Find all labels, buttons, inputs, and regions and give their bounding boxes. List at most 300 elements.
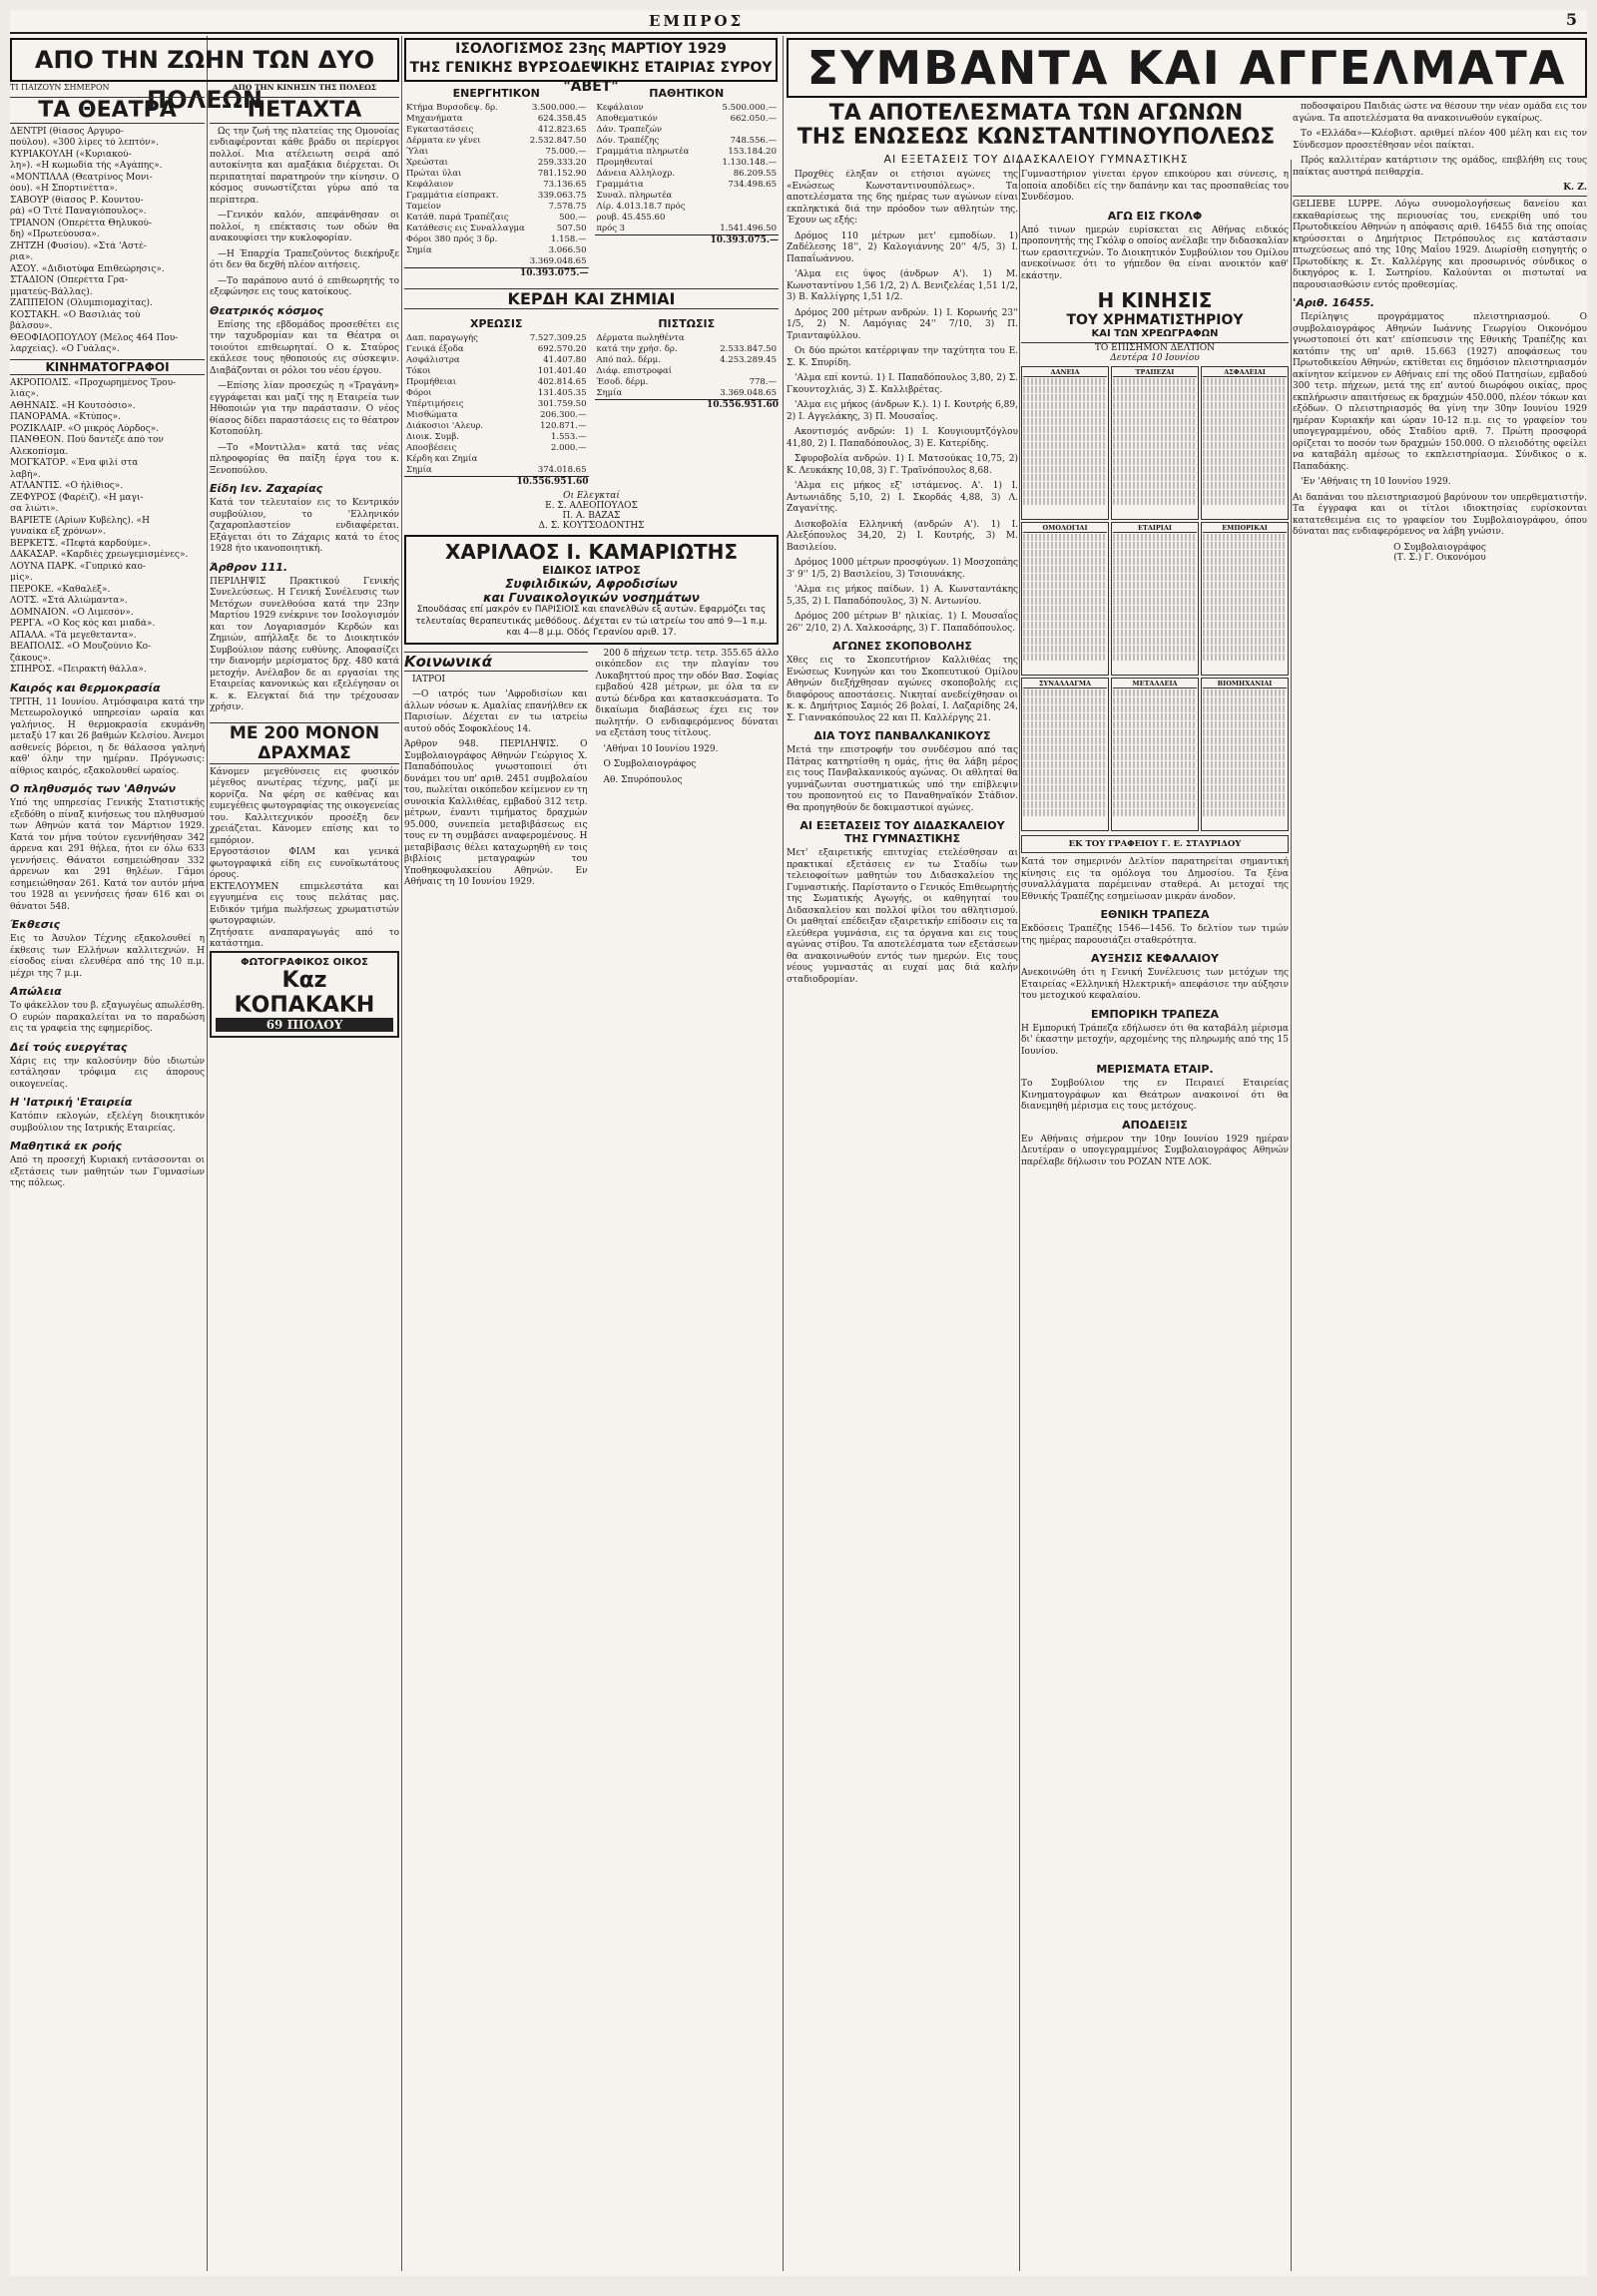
exchange-row-placeholder <box>1023 606 1107 613</box>
theatre-listing: ρια». <box>10 252 34 262</box>
exchange-block <box>1021 366 1109 520</box>
ledger-row <box>404 333 589 344</box>
ledger-label: Φόροι <box>406 388 432 398</box>
cinema-listing: ΜΟΓΚΑΤΟΡ. «Ένα φιλί στα <box>10 458 139 468</box>
theatres-list <box>10 127 205 356</box>
theatre-listing: ρά) «Ο Τιτέ Παναγιόπουλος». <box>10 207 147 217</box>
exchange-row-placeholder <box>1113 630 1197 637</box>
ledger-amount: 507.50 <box>556 224 587 233</box>
exchange-row-placeholder <box>1023 713 1107 720</box>
games-results-text <box>787 170 1018 396</box>
exchange-row-placeholder <box>1113 598 1197 605</box>
ledger-row <box>595 191 780 202</box>
ledger-label: Χρεώσται <box>406 158 448 168</box>
doctor-title: ΕΙΔΙΚΟΣ ΙΑΤΡΟΣ <box>542 564 641 577</box>
auditor-name: Δ. Σ. ΚΟΥΤΣΟΔΟΝΤΗΣ <box>538 521 645 531</box>
ledger-row <box>404 213 589 224</box>
exchange-row-placeholder <box>1203 474 1287 481</box>
ledger-label: Κατάθεσις εις Συναλλαγμα <box>406 224 525 233</box>
exchange-row-placeholder <box>1203 721 1287 728</box>
column-2 <box>210 82 399 2272</box>
exhibition-text: Εις το Άσυλον Τέχνης εξακολουθεί η έκθεσις των Ελλήνων καλλιτεχνών. Η είσοδος είναι ελευθέρα από της 10 π.μ. μέχρι της 7 μ.μ. <box>10 934 205 979</box>
ledger-amount <box>706 366 779 377</box>
population-text: Υπό της υπηρεσίας Γενικής Στατιστικής εξεδόθη ο πίναξ κινήσεως του πληθυσμού των Αθηνών κατά τον Μάρτιον 1929. Κατά τον μήνα τούτον εγεννήθησαν 342 άρρενα και 291 θήλεα, ήτοι εν όλω 633 γεννήσεις. Θάνατοι εσημειώθησαν 332 άρρενων και 291 θηλέων. Γάμοι εσημειώθησαν 261. Κατά τον αυτόν μήνα του 1928 αι γεννήσεις ήσαν 616 και οι θάνατοι 548. <box>10 798 205 912</box>
assets-table <box>404 103 589 267</box>
paragraph: Ακοντισμός ανδρών: 1) Ι. Κουγιουμτζόγλου 41,80, 2) Ι. Παπαδόπουλος, 3) Ε. Κατερίδης. <box>787 427 1018 449</box>
ledger-label: πρός 3 <box>596 224 626 233</box>
cinema-listing: ΑΘΗΝΑΙΣ. «Η Κουτσόσιο». <box>10 400 136 411</box>
exchange-block-title: ΕΤΑΙΡΙΑΙ <box>1113 524 1197 533</box>
golf-text: Από τινων ημερών ευρίσκεται εις Αθήνας ειδικός προπονητής της Γκόλφ ο οποίος ανέλαβε την διδασκαλίαν των ερασιτεχνών. Το Διοικητικόν Συμβούλιον του Ομίλου ανεκοίνωσε ότι το γήπεδον θα είναι ανοικτόν καθ' εκάστην. <box>1021 225 1289 281</box>
paragraph: Προχθές έληξαν οι ετήσιοι αγώνες της «Ενώσεως Κωνσταντινουπόλεως». Τα αποτελέσματα της 6ης ημέρας των αγώνων είναι εκπληκτικά διά την πρόοδον των αθλητών της. Έχουν ως εξής: <box>787 170 1018 226</box>
ledger-row <box>595 180 780 191</box>
theatre-listing: ΖΗΤΖΗ (Φυσίου). «Στά 'Αστέ- <box>10 240 147 251</box>
auditor-name: Π. Α. ΒΑΖΑΣ <box>562 511 621 521</box>
ledger-label: Γενικά έξοδα <box>406 344 464 354</box>
ledger-label: Σημία <box>406 245 432 255</box>
paragraph: Δρόμος 200 μέτρων ανδρών. 1) Ι. Κορωνής 23'' 1/5, 2) Ν. Λαμόγιας 24'' 7/10, 3) Π. Τριανταφύλλου. <box>787 307 1018 341</box>
exchange-row-placeholder <box>1203 737 1287 744</box>
gym-exams-heading: ΑΙ ΕΞΕΤΑΣΕΙΣ ΤΟΥ ΔΙΔΑΣΚΑΛΕΙΟΥ ΤΗΣ ΓΥΜΝΑΣΤΙΚΗΣ <box>799 819 1005 845</box>
exchange-row-placeholder <box>1113 753 1197 760</box>
cinema-listing: ΣΠΗΡΟΣ. «Πειρακτή θάλλα». <box>10 665 147 675</box>
ledger-label: Ασφάλιστρα <box>406 355 460 365</box>
exchange-row-placeholder <box>1113 386 1197 393</box>
ledger-row <box>595 355 780 366</box>
social-heading: Κοινωνικά <box>404 652 588 672</box>
debits-side <box>404 312 589 487</box>
theatre-listing: δη) «Πρωτεύουσα». <box>10 230 100 239</box>
ledger-row <box>404 454 589 465</box>
ledger-label: Δάνεια Αλληλοχρ. <box>596 169 676 179</box>
theatre-listing: ΑΣΟΥ. «Διδιοτύφα Επιθεώρησις». <box>10 263 165 274</box>
ledger-row <box>404 377 589 388</box>
exchange-row-placeholder <box>1113 705 1197 712</box>
exchange-row-placeholder <box>1023 697 1107 704</box>
ledger-row <box>404 399 589 410</box>
ledger-label: Εγκαταστάσεις <box>406 125 474 135</box>
exchange-row-placeholder <box>1203 490 1287 497</box>
lost-heading: Απώλεια <box>10 985 62 998</box>
exchange-row-placeholder <box>1203 534 1287 541</box>
football-text <box>1293 102 1587 179</box>
ledger-label: Αποσβέσεις <box>406 443 457 453</box>
exchange-block-title: ΒΙΟΜΗΧΑΝΙΑΙ <box>1203 680 1287 689</box>
paragraph: Σφυροβολία ανδρών. 1) Ι. Ματσούκας 10,75, 2) Κ. Λευκάκης 10,08, 3) Γ. Τραϊνόπουλος 8,68. <box>787 454 1018 476</box>
paragraph: —Επίσης λίαν προσεχώς η «Τραγάνη» εγγράφεται και μαζί της η Εταιρεία των Ηθοποιών για την παράστασιν. Ο νέος θίασος δίδει παραστάσεις εις το θέατρον Κοτοπούλη. <box>210 381 399 437</box>
ledger-label: Τόκοι <box>406 366 431 376</box>
today-label: ΤΙ ΠΑΙΖΟΥΝ ΣΗΜΕΡΟΝ <box>10 83 110 92</box>
exchange-block-title: ΟΜΟΛΟΓΙΑΙ <box>1023 524 1107 533</box>
exchange-row-placeholder <box>1023 474 1107 481</box>
exchange-row-placeholder <box>1023 646 1107 653</box>
exchange-block-title: ΑΣΦΑΛΕΙΑΙ <box>1203 368 1287 377</box>
ledger-amount: 301.759.50 <box>537 399 587 409</box>
exchange-row-placeholder <box>1023 394 1107 401</box>
exchange-row-placeholder <box>1203 410 1287 417</box>
theatre-listing: όου). «Η Σπορτινέττα». <box>10 184 118 194</box>
exchange-row-placeholder <box>1203 582 1287 589</box>
exchange-row-placeholder <box>1023 745 1107 752</box>
shooting-heading: ΑΓΩΝΕΣ ΣΚΟΠΟΒΟΛΗΣ <box>832 640 972 653</box>
ledger-row <box>404 103 589 114</box>
page-number: 5 <box>1565 10 1577 29</box>
exchange-row-placeholder <box>1203 542 1287 549</box>
doctor-ad <box>404 535 779 645</box>
exchange-row-placeholder <box>1203 801 1287 808</box>
ledger-label: Ύλαι <box>406 147 429 157</box>
exchange-row-placeholder <box>1203 729 1287 736</box>
paragraph: 'Εν 'Αθήναις τη 10 Ιουνίου 1929. <box>1301 477 1451 487</box>
auditors-heading: Οι Ελεγκταί <box>563 491 620 501</box>
exchange-row-placeholder <box>1023 426 1107 433</box>
theatre-listing: βάλσου». <box>10 321 53 331</box>
exchange-row-placeholder <box>1113 638 1197 645</box>
exchange-row-placeholder <box>1113 458 1197 465</box>
masthead-name: ΕΜΠΡΟΣ <box>649 12 745 30</box>
exchange-row-placeholder <box>1023 777 1107 784</box>
exchange-row-placeholder <box>1113 378 1197 385</box>
exchange-row-placeholder <box>1023 466 1107 473</box>
photo-ad-text: Κάνομεν μεγεθύνσεις εις φυσικόν μέγεθος ανωτέρας τέχνης, μαζί με κορνίζα. Να φέρη σε καθένας και ευμεγέθεις φωτογραφίας της οικογενείας του. Καλλιτεχνικόν προσέξη δεν χρειάζεται. Κάνομεν επίσης και το εμπόριον. <box>210 766 399 846</box>
debits-heading: ΧΡΕΩΣΙΣ <box>469 317 523 330</box>
cinema-listing: ΡΕΡΓΑ. «Ο Κος κός και μιαδά». <box>10 619 156 629</box>
exchange-row-placeholder <box>1203 566 1287 573</box>
ledger-row <box>595 213 780 224</box>
exchange-row-placeholder <box>1203 550 1287 557</box>
exchange-row-placeholder <box>1023 418 1107 425</box>
exchange-title: Η ΚΙΝΗΣΙΣ <box>1097 288 1213 312</box>
games-results-text-2 <box>787 400 1018 635</box>
cinema-listing: ΔΑΚΑΣΑΡ. «Καρδιές χρεωγεμισμένες». <box>10 550 189 560</box>
photo-ad-heading: ΜΕ 200 ΜΟΝΟΝ ΔΡΑΧΜΑΣ <box>210 722 399 764</box>
weather-text: ΤΡΙΤΗ, 11 Ιουνίου. Ατμόσφαιρα κατά την Μετεωρολογικό υπηρεσίαν ωραία και γαλήνιος. Η θερμοκρασία εκυμάνθη μεταξύ 17 και 26 βαθμών Κελσίου. Άνεμοι ασθενείς βόρειοι, η δε θάλασσα γαληνή καθ' όλην την ημέραν. Πρόγνωσις: αίθριος καιρός, εξακολουθεί ωραίος. <box>10 696 205 776</box>
credits-side <box>595 312 780 487</box>
ledger-row <box>595 388 780 399</box>
theatre-listing: λαρχείας). «Ο Γυάλας». <box>10 344 120 354</box>
column-1 <box>10 82 205 2272</box>
ledger-amount: 131.405.35 <box>537 388 587 398</box>
exchange-row-placeholder <box>1023 482 1107 489</box>
exchange-row-placeholder <box>1113 534 1197 541</box>
sports-head <box>787 102 1286 166</box>
medical-society-heading: Η 'Ιατρική 'Εταιρεία <box>10 1096 133 1109</box>
ledger-row <box>404 410 589 421</box>
ledger-row <box>404 443 589 454</box>
exchange-row-placeholder <box>1023 582 1107 589</box>
ledger-label: Διάκοσιοι 'Αλευρ. <box>406 421 484 431</box>
golf-heading: ΑΓΩ ΕΙΣ ΓΚΟΛΦ <box>1107 209 1203 223</box>
exchange-row-placeholder <box>1023 801 1107 808</box>
exchange-row-placeholder <box>1023 542 1107 549</box>
ledger-amount: 41.407.80 <box>543 355 587 365</box>
social-left <box>404 649 588 889</box>
exchange-row-placeholder <box>1023 458 1107 465</box>
photo-ad-films: Εργοστάσιον ΦΙΛΜ και γενικά φωτογραφικά είδη εις ευνοϊκωτάτους όρους. <box>210 847 399 880</box>
assets-total: 10.393.075.— <box>404 267 589 278</box>
theatre-listing: μματεύς-Βάλλας). <box>10 286 93 297</box>
panbalkan-heading: ΔΙΑ ΤΟΥΣ ΠΑΝΒΑΛΚΑΝΙΚΟΥΣ <box>813 729 991 742</box>
photo-ad-execute: ΕΚΤΕΛΟΥΜΕΝ επιμελεστάτα και εγγυημένα εις τους πελάτας μας. Ειδικόν τμήμα πωλήσεως χρωματιστών φωτογραφιών. <box>210 881 399 926</box>
ledger-label: Σημία <box>596 388 623 398</box>
liabilities-total: 10.393.075.— <box>595 234 780 245</box>
theatre-world-text <box>210 320 399 478</box>
sports-title-2: ΤΗΣ ΕΝΩΣΕΩΣ ΚΩΝΣΤΑΝΤΙΝΟΥΠΟΛΕΩΣ <box>797 125 1276 150</box>
exchange-row-placeholder <box>1023 622 1107 629</box>
sports-title-1: ΤΑ ΑΠΟΤΕΛΕΣΜΑΤΑ ΤΩΝ ΑΓΩΝΩΝ <box>828 101 1244 126</box>
exchange-row-placeholder <box>1023 793 1107 800</box>
exchange-row-placeholder <box>1203 458 1287 465</box>
ledger-label: Προμηθευταί <box>596 158 654 168</box>
ledger-amount: 1.541.496.50 <box>720 224 777 233</box>
cinema-listing: γυναίκα εξ χρόνων». <box>10 527 106 537</box>
ledger-row <box>404 125 589 136</box>
doctor-specialty: Συφιλιδικών, Αφροδισίων <box>505 577 678 591</box>
article-111-text: ΠΕΡΙΛΗΨΙΣ Πρακτικού Γενικής Συνελεύσεως. Η Γενική Συνέλευσις των Μετόχων συνελθούσα κατά την 23ην Μαρτίου 1929 ενέκρινε τον Ισολογισμόν και τον Λογαριασμόν Κερδών και Ζημιών, απήλλαξε δε το Διοικητικόν Συμβούλιον πάσης ευθύνης. Αποφασίζει την διανομήν μερίσματος δρχ. 480 κατά μετοχήν. Ανέλαβον δε αι εργασίαι της Εταιρείας κανονικώς και εξελέγησαν οι κ. κ. Ελεγκταί διά την τρέχουσαν χρήσιν. <box>210 576 399 712</box>
exchange-row-placeholder <box>1023 654 1107 661</box>
exchange-row-placeholder <box>1203 689 1287 696</box>
exchange-row-placeholder <box>1113 490 1197 497</box>
paragraph: 'Αλμα εις μήκος (άνδρων Κ.). 1) Ι. Κουτρής 6,89, 2) Ι. Αγγελάκης, 3) Π. Μουσαΐος. <box>787 400 1018 422</box>
ledger-label: Μισθώματα <box>406 410 458 420</box>
exchange-row-placeholder <box>1113 761 1197 768</box>
exchange-row-placeholder <box>1113 498 1197 505</box>
cinema-listing: λαβή». <box>10 469 41 480</box>
cinema-listing: ΖΕΦΥΡΟΣ (Φαρέιζ). «Η μαγι- <box>10 492 144 503</box>
ledger-amount: 7.578.75 <box>548 202 587 212</box>
exchange-row-placeholder <box>1113 466 1197 473</box>
ledger-label: Κέρδη και Ζημία <box>406 454 478 464</box>
divider <box>1293 196 1587 197</box>
ledger-amount: 500.— <box>559 213 587 223</box>
exhibition-heading: Έκθεσις <box>10 918 61 931</box>
liabilities-table <box>595 103 780 234</box>
exchange-row-placeholder <box>1023 769 1107 776</box>
credits-total: 10.556.951.60 <box>595 399 780 410</box>
exchange-row-placeholder <box>1203 386 1287 393</box>
exchange-row-placeholder <box>1113 434 1197 441</box>
capital-increase-heading: ΑΥΞΗΣΙΣ ΚΕΦΑΛΑΙΟΥ <box>1091 952 1219 965</box>
social-right <box>596 649 780 889</box>
exchange-row-placeholder <box>1113 713 1197 720</box>
exchange-row-placeholder <box>1113 721 1197 728</box>
ledger-row <box>404 388 589 399</box>
national-bank-text: Εκδόσεις Τραπέζης 1546—1456. Το δελτίον των τιμών της ημέρας παρουσιάζει σταθερότητα. <box>1021 924 1289 946</box>
liabilities-heading: ΠΑΘΗΤΙΚΟΝ <box>649 87 725 100</box>
ledger-row <box>404 256 589 267</box>
balance-sheet <box>404 82 779 278</box>
paragraph: 'Αλμα εις ύψος (άνδρων Α'). 1) Μ. Κωνσταντίνου 1,56 1/2, 2) Λ. Βενιζελέας 1,51 1/2, 3) Β. Καλλίγρης 1,51 1/2. <box>787 269 1018 302</box>
petachta-text <box>210 127 399 299</box>
exchange-block-title: ΣΥΝΑΛΛΑΓΜΑ <box>1023 680 1107 689</box>
exchange-row-placeholder <box>1203 630 1287 637</box>
exchange-row-placeholder <box>1113 777 1197 784</box>
sugar-text: Κατά τον τελευταίον εις το Κεντρικόν συμβούλιον, το 'Ελληνικόν ζαχαροπλαστείον ενδιαφέρεται. Εξάγεται ότι το Ζάχαρις κατά το έτος 1928 ήτο ικανοποιητική. <box>210 498 399 554</box>
theatre-listing: ΔΕΝΤΡΙ (θίασος Αργυρο- <box>10 126 124 137</box>
exchange-text: Κατά τον σημερινόν Δελτίον παρατηρείται σημαντική κίνησις εις τα ομόλογα του Δημοσίου. Τα ξένα συναλλάγματα παρέμειναν σταθερά. Αι μετοχαί της Εθνικής Τραπέζης εσημείωσαν μικράν άνοδον. <box>1021 857 1289 902</box>
ledger-amount: 662.050.— <box>730 114 777 124</box>
profit-loss-heading: ΚΕΡΔΗ ΚΑΙ ΖΗΜΙΑΙ <box>404 288 779 309</box>
dividends-text: Το Συμβούλιον της εν Πειραιεί Εταιρείας Κινηματογράφων και Θεάτρων ανακοινοί ότι θα διανεμηθή μέρισμα εις τους μετόχους. <box>1021 1079 1289 1112</box>
exchange-row-placeholder <box>1023 490 1107 497</box>
ledger-amount: 153.184.20 <box>728 147 777 157</box>
ledger-row <box>404 191 589 202</box>
ledger-amount: 3.369.048.65 <box>529 256 587 266</box>
banner-events-announcements: ΣΥΜΒΑΝΤΑ ΚΑΙ ΑΓΓΕΛΜΑΤΑ <box>787 38 1587 98</box>
ledger-label: Γραμμάτια <box>596 180 644 190</box>
paragraph: —Το παράπονο αυτό ό επιθεωρητής το εξεφώνησε εις τους κατοίκους. <box>210 275 399 297</box>
exchange-row-placeholder <box>1023 550 1107 557</box>
cinema-listing: ΒΕΑΠΟΛΙΣ. «Ο Μουζούνιο Κο- <box>10 642 152 652</box>
gym-text: Γυμναστήριον γίνεται έργον επικούρου και σύνεσις, η οποία αποδίδει είς την δαπάνην και τας προσπαθείας του Συνδέσμου. <box>1021 170 1289 203</box>
ledger-amount: 412.823.65 <box>537 125 587 135</box>
column-rule <box>401 36 402 2271</box>
ledger-amount: 1.553.— <box>550 432 587 442</box>
exchange-row-placeholder <box>1113 729 1197 736</box>
ledger-amount: 2.000.— <box>550 443 587 453</box>
dividends-heading: ΜΕΡΙΣΜΑΤΑ ΕΤΑΙΡ. <box>1096 1063 1214 1076</box>
paragraph: Ως την ζωή της πλατείας της Ομονοίας ενδιαφέρονται κάθε βράδυ οι περίεργοι πολλοί. Μια ατέλειωτη σειρά από αυτοκίνητα και αμαξάκια διέρχεται. Οι περιπατηταί παρατηρούν την κίνησιν. Ο κόσμος συνωστίζεται γύρω από τα περίπτερα. <box>210 126 399 206</box>
exchange-title-3: ΚΑΙ ΤΩΝ ΧΡΕΩΓΡΑΦΩΝ <box>1091 328 1219 339</box>
paragraph: —Το «Μοντιλλα» κατά τας νέας πληροφορίας θα παίξη έργα του κ. Ξενοπούλου. <box>210 442 399 476</box>
cinema-listing: ΠΕΡΟΚΕ. «Καθαλέξ». <box>10 584 111 595</box>
ledger-row <box>404 147 589 158</box>
ledger-label: Δαπ. παραγωγής <box>406 333 478 343</box>
exchange-row-placeholder <box>1023 558 1107 565</box>
ledger-row <box>404 169 589 180</box>
ledger-label: Κτήμα Βυρσοδεψ. δρ. <box>406 103 498 113</box>
exchange-row-placeholder <box>1203 418 1287 425</box>
ledger-amount: 206.300.— <box>540 410 587 420</box>
masthead <box>10 10 1587 34</box>
exchange-row-placeholder <box>1023 705 1107 712</box>
ledger-row <box>404 136 589 147</box>
ledger-label: Φόροι 380 πρός 3 δρ. <box>406 234 498 244</box>
doctor-specialty-2: και Γυναικολογικών νοσημάτων <box>483 591 700 605</box>
theatre-listing: λη»). «Η κωμωδία τής «Αγάπης». <box>10 161 163 171</box>
social-section <box>404 649 779 889</box>
ledger-row <box>404 224 589 234</box>
notary-signoff: Ο Συμβολαιογράφος <box>1393 542 1486 553</box>
paragraph: —Η Έπαρχία Τραπεζούντος διεκήρυξε ότι δεν θα δεχθή πλέον αιτήσεις. <box>210 248 399 270</box>
ledger-row <box>595 147 780 158</box>
column-rule <box>1019 160 1020 2271</box>
theatre-listing: «ΜΟΝΤΙΛΛΑ (Θεατρίνος Μονι- <box>10 172 153 183</box>
exchange-row-placeholder <box>1203 777 1287 784</box>
receipt-text: Εν Αθήναις σήμερον την 10ην Ιουνίου 1929 ημέραν Δευτέραν ο υπογεγραμμένος Συμβολαιογράφος Αθηνών παρέλαβε δήλωσιν του ΡΟΖΑΝ ΝΤΕ ΛΟΚ. <box>1021 1134 1289 1167</box>
ledger-row <box>404 202 589 213</box>
ledger-row <box>404 421 589 432</box>
exchange-row-placeholder <box>1023 638 1107 645</box>
cinema-listing: Αλεκοπίσμα. <box>10 446 69 457</box>
exchange-row-placeholder <box>1203 482 1287 489</box>
exchange-row-placeholder <box>1203 574 1287 581</box>
ledger-amount <box>708 125 779 136</box>
cinema-listing: ζάκους». <box>10 653 51 664</box>
students-heading: Μαθητικά εκ ροής <box>10 1140 122 1152</box>
liabilities-side <box>595 82 780 278</box>
ledger-amount: 402.814.65 <box>537 377 587 387</box>
ledger-amount: 624.358.45 <box>537 114 587 124</box>
paragraph: 'Αλμα εις μήκος εξ' ιστάμενος. Α'. 1) Ι. Αντωνιάδης 5,10, 2) Ι. Σκορδάς 4,88, 3) Λ. Ζαγανίτης. <box>787 481 1018 514</box>
gym-exams-text: Μετ' εξαιρετικής επιτυχίας ετελέσθησαν αι πρακτικαί εξετάσεις εν τω Σταδίω των τελειοφοίτων μαθητών του Διδασκαλείου της Γυμναστικής. Παρίσταντο ο Γενικός Επιθεωρητής της Σωματικής Αγωγής, οι καθηγηταί του Διδασκαλείου και πολλοί φίλοι του αθλητισμού. Οι μαθηταί επέδειξαν εξαιρετικήν επίδοσιν εις τα ελεύθερα γυμνάσια, εις τα όργανα και εις τους αγώνας στίβου. Τα αποτελέσματα των εξετάσεων θα ανακοινωθούν εντός των ημερών. Εις τους νέους γυμναστάς αι ευχαί μας διά καλήν σταδιοδρομίαν. <box>787 848 1018 985</box>
ledger-label: Γραμμάτια είσπρακτ. <box>406 191 499 201</box>
benefactors-heading: Δεί τούς ευεργέτας <box>10 1040 128 1054</box>
paragraph: Επίσης της εβδομάδος προσεθέτει εις την ταχυδρομίαν και τα Θέατρα οι τοιούτοι επιθεωρηταί. Ο κ. Σταύρος εκάλεσε τους ηθοποιούς εις σύσκεψιν. Διαβάζονται οι ρόλοι του νέου έργου. <box>210 319 399 376</box>
medical-society-text: Κατόπιν εκλογών, εξελέγη διοικητικόν συμβούλιον της Ιατρικής Εταιρείας. <box>10 1112 205 1134</box>
exchange-row-placeholder <box>1023 378 1107 385</box>
ledger-amount: 339.063.75 <box>537 191 587 201</box>
ledger-row <box>404 465 589 476</box>
auction-number: 'Αριθ. 16455. <box>1293 296 1375 309</box>
ledger-row <box>595 366 780 377</box>
photo-shop-name: Kαz ΚΟΠΑΚΑΚΗ <box>234 967 375 1018</box>
column-rule <box>783 36 784 2271</box>
commercial-bank-heading: ΕΜΠΟΡΙΚΗ ΤΡΑΠΕΖΑ <box>1090 1007 1220 1021</box>
paragraph: ΙΑΤΡΟΙ <box>412 674 446 685</box>
photo-shop-ad <box>210 951 399 1038</box>
ledger-label: Δόν. Τραπέζης <box>596 136 660 146</box>
exchange-row-placeholder <box>1023 689 1107 696</box>
exchange-head <box>1021 288 1289 339</box>
exchange-block-title: ΕΜΠΟΡΙΚΑΙ <box>1203 524 1287 533</box>
ledger-amount: 75.000.— <box>545 147 587 157</box>
ledger-amount: 748.556.— <box>730 136 777 146</box>
ledger-amount: 7.527.309.25 <box>529 333 587 343</box>
paragraph: Δρόμος 200 μέτρων Β' ηλικίας. 1) Ι. Μουσαΐος 26'' 2/10, 2) Λ. Χαλκοσάρης, 3) Γ. Παπαδόπουλος. <box>787 612 1018 634</box>
paragraph: —Ο ιατρός των 'Αφροδισίων και άλλων νόσων κ. Αμαλίας επανήλθεν εκ Παρισίων. Δέχεται εν τω ιατρείω αυτού οδός Σοφοκλέους 14. <box>404 689 588 734</box>
ledger-row <box>595 377 780 388</box>
exchange-row-placeholder <box>1023 498 1107 505</box>
exchange-row-placeholder <box>1113 426 1197 433</box>
ledger-amount: 86.209.55 <box>733 169 777 179</box>
exchange-row-placeholder <box>1203 753 1287 760</box>
exchange-row-placeholder <box>1203 705 1287 712</box>
ledger-label: Κεφάλαιον <box>596 103 644 113</box>
exchange-title-2: ΤΟΥ ΧΡΗΜΑΤΙΣΤΗΡΙΟΥ <box>1066 312 1244 328</box>
exchange-row-placeholder <box>1203 378 1287 385</box>
auction-costs: Αι δαπάναι του πλειστηριασμού βαρύνουν τον υπερθεματιστήν. Τα έγγραφα και οι τίτλοι ιδιοκτησίας ευρίσκονται κατατεθειμένα εις το γραφείον του Συμβολαιογράφου, όπου δύναται πας ενδιαφερόμενος να λάβη γνώσιν. <box>1293 492 1587 537</box>
benefactors-text: Χάρις εις την καλοσύνην δύο ιδιωτών εστάλησαν τρόφιμα εις άπορους οικογενείας. <box>10 1056 205 1090</box>
exchange-row-placeholder <box>1203 654 1287 661</box>
exchange-row-placeholder <box>1023 442 1107 449</box>
banner-balance-line1: ΙΣΟΛΟΓΙΣΜΟΣ 23ης ΜΑΡΤΙΟΥ 1929 <box>455 41 727 57</box>
cinema-listing: ΛΟΥΝΑ ΠΑΡΚ. «Γυπρικό καο- <box>10 561 146 572</box>
official-bulletin: ΤΟ ΕΠΙΣΗΜΟΝ ΔΕΛΤΙΟΝ <box>1021 342 1289 353</box>
theatre-listing: ΖΑΠΠΕΙΟΝ (Ολυμπιομαχίτας). <box>10 298 153 308</box>
exchange-row-placeholder <box>1203 785 1287 792</box>
ledger-row <box>404 114 589 125</box>
auction-notice <box>1293 312 1587 489</box>
ledger-amount <box>509 454 588 465</box>
exchange-row-placeholder <box>1023 450 1107 457</box>
exchange-row-placeholder <box>1113 646 1197 653</box>
ledger-label: Λίρ. 4.013.18.7 πρός <box>596 202 686 212</box>
ledger-label: Πρώται ύλαι <box>406 169 462 179</box>
ledger-label: Έσοδ. δέρμ. <box>596 377 649 387</box>
exchange-row-placeholder <box>1203 646 1287 653</box>
exchange-footer: ΕΚ ΤΟΥ ΓΡΑΦΕΙΟΥ Γ. Ε. ΣΤΑΥΡΙΔΟΥ <box>1021 835 1289 853</box>
ledger-row <box>595 169 780 180</box>
exchange-row-placeholder <box>1023 761 1107 768</box>
exchange-row-placeholder <box>1113 697 1197 704</box>
exchange-row-placeholder <box>1113 450 1197 457</box>
credits-heading: ΠΙΣΤΩΣΙΣ <box>658 317 716 330</box>
exchange-row-placeholder <box>1113 410 1197 417</box>
column-rule <box>1291 160 1292 2271</box>
cinema-listing: ΡΟΖΙΚΛΑΙΡ. «Ο μικρός Λόρδος». <box>10 423 160 434</box>
exchange-row-placeholder <box>1113 689 1197 696</box>
